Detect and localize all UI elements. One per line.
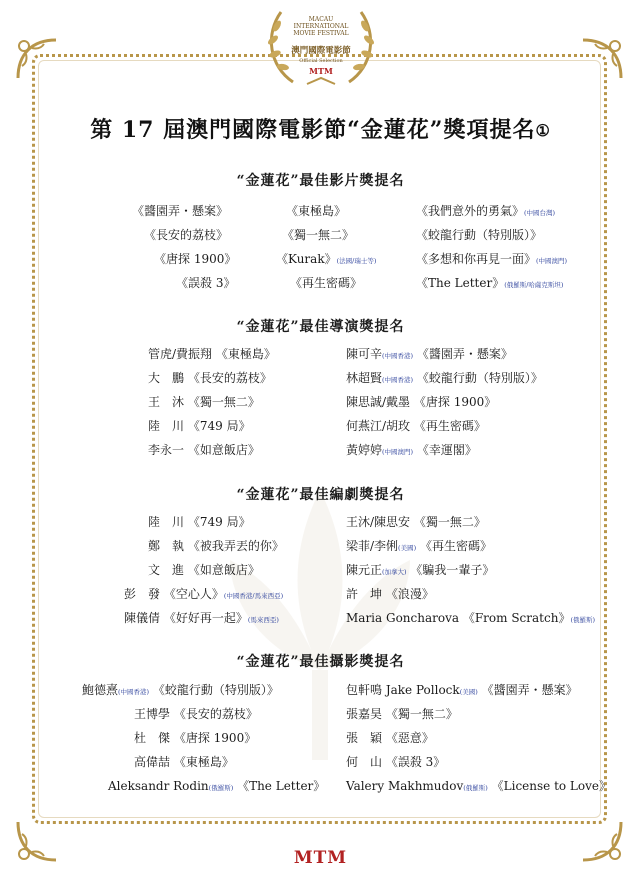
list-item: 《長安的荔枝》 [144, 228, 229, 242]
list-item: 《蛟龍行動（特別版）》 [416, 228, 543, 242]
list-item: 陳可辛(中國香港) 《醬園弄・懸案》 [346, 347, 513, 361]
list-item: 何 山 《誤殺 3》 [346, 755, 446, 769]
list-item: 王博學 《長安的荔枝》 [134, 707, 258, 721]
list-item: 《誤殺 3》 [176, 276, 236, 290]
corner-ornament-icon [579, 36, 625, 82]
list-item: 彭 發 《空心人》(中國香港/馬來西亞) [124, 587, 284, 601]
list-item: 黃婷婷(中國澳門) 《幸運閣》 [346, 443, 477, 457]
list-item: 張嘉昊 《獨一無二》 [346, 707, 458, 721]
list-item: 包軒鳴 Jake Pollock(美國) 《醬園弄・懸案》 [346, 683, 578, 697]
list-item: 張 穎 《惡意》 [346, 731, 434, 745]
list-item: 陸 川 《749 局》 [148, 515, 251, 529]
list-item: 陸 川 《749 局》 [148, 419, 251, 433]
emblem-brand: MTM [309, 66, 333, 76]
emblem-english-name: MACAU INTERNATIONAL MOVIE FESTIVAL [293, 16, 349, 37]
page-title: 第 17 屆澳門國際電影節“金蓮花”獎項提名① [90, 117, 551, 143]
list-item: 《醬園弄・懸案》 [132, 204, 229, 218]
list-item: 高偉喆 《東極島》 [134, 755, 234, 769]
list-item: 李永一 《如意飯店》 [148, 443, 260, 457]
emblem-chinese-name: 澳門國際電影節 [291, 46, 351, 56]
list-item: 陳思誠/戴墨 《唐探 1900》 [346, 395, 497, 409]
list-item: Valery Makhmudov(俄羅斯) 《License to Love》 [346, 779, 612, 793]
list-item: 陳元正(加拿大) 《騙我一輩子》 [346, 563, 495, 577]
list-item: 鮑德熹(中國香港) 《蛟龍行動（特別版）》 [82, 683, 279, 697]
footer-brand: MTM [293, 848, 348, 868]
best-cinematography-heading: “金蓮花”最佳攝影獎提名 [236, 654, 405, 670]
list-item: 林超賢(中國香港) 《蛟龍行動（特別版）》 [346, 371, 543, 385]
list-item: Maria Goncharova 《From Scratch》(俄羅斯) [346, 611, 596, 625]
list-item: 大 鵬 《長安的荔枝》 [148, 371, 272, 385]
best-film-heading: “金蓮花”最佳影片獎提名 [236, 173, 405, 189]
list-item: 《The Letter》(俄羅斯/哈薩克斯坦) [416, 276, 564, 290]
list-item: 陳儀倩 《好好再一起》(馬來西亞) [124, 611, 279, 625]
list-item: 杜 傑 《唐探 1900》 [134, 731, 257, 745]
best-director-heading: “金蓮花”最佳導演獎提名 [236, 319, 405, 335]
list-item: 何燕江/胡玫 《再生密碼》 [346, 419, 486, 433]
list-item: 王 沐 《獨一無二》 [148, 395, 260, 409]
best-screenplay-heading: “金蓮花”最佳編劇獎提名 [236, 487, 405, 503]
emblem-selection: Official Selection [299, 58, 343, 64]
list-item: 《唐探 1900》 [154, 252, 237, 266]
list-item: 管虎/費振翔 《東極島》 [148, 347, 276, 361]
list-item: 《我們意外的勇氣》(中國台灣) [416, 204, 556, 218]
list-item: 《再生密碼》 [290, 276, 363, 290]
festival-emblem [255, 4, 387, 92]
list-item: 《東極島》 [286, 204, 347, 218]
list-item: 許 坤 《浪漫》 [346, 587, 434, 601]
list-item: 《Kurak》(法國/瑞士等) [276, 252, 377, 266]
list-item: 梁菲/李俐(美國) 《再生密碼》 [346, 539, 492, 553]
list-item: 王沐/陳思安 《獨一無二》 [346, 515, 486, 529]
corner-ornament-icon [14, 36, 60, 82]
list-item: 《多想和你再見一面》(中國澳門) [416, 252, 568, 266]
list-item: Aleksandr Rodin(俄羅斯) 《The Letter》 [108, 779, 326, 793]
list-item: 鄭 執 《被我弄丟的你》 [148, 539, 284, 553]
list-item: 文 進 《如意飯店》 [148, 563, 260, 577]
list-item: 《獨一無二》 [282, 228, 355, 242]
